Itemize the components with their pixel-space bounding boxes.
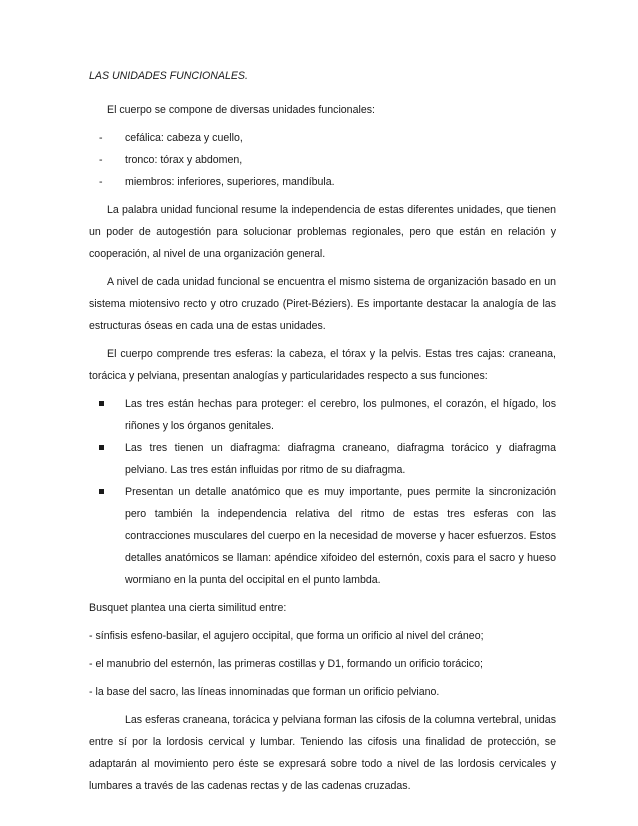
square-bullet-icon bbox=[99, 489, 104, 494]
orifice-line-3: - la base del sacro, las líneas innominadas que forman un orificio pelviano. bbox=[89, 686, 440, 698]
intro-text: El cuerpo se compone de diversas unidades funcionales: bbox=[107, 104, 375, 116]
units-list bbox=[89, 127, 556, 193]
paragraph-1: La palabra unidad funcional resume la independencia de estas diferentes unidades, que tienen un poder de autogestión para solucionar problemas regionales, pero que están en relación y cooperación, al nivel de una organización general. bbox=[89, 204, 556, 260]
busquet-text: Busquet plantea una cierta similitud entre: bbox=[89, 602, 287, 614]
paragraph-2: A nivel de cada unidad funcional se encuentra el mismo sistema de organización basado en un sistema miotensivo recto y otro cruzado (Piret-Béziers). Es importante destacar la analogía de las estructuras óseas en cada una de estas unidades. bbox=[89, 276, 556, 332]
list-item: - cefálica: cabeza y cuello, bbox=[89, 127, 556, 149]
list-item: Presentan un detalle anatómico que es muy importante, pues permite la sincronización pero también la independencia relativa del ritmo de estas tres esferas con las contracciones musculares del cuerpo en la necesidad de moverse y hacer esfuerzos. Estos detalles anatómicos se llaman: apéndice xifoideo del esternón, coxis para el sacro y hueso wormiano en la punta del occipital en el punto lambda. bbox=[89, 481, 556, 591]
orifice-line-1: - sínfisis esfeno-basilar, el agujero occipital, que forma un orificio al nivel del cráneo; bbox=[89, 630, 484, 642]
spheres-bullet-list bbox=[89, 393, 556, 591]
dash-marker: - bbox=[99, 176, 103, 188]
paragraph-4: Las esferas craneana, torácica y pelviana forman las cifosis de la columna vertebral, unidas entre sí por la lordosis cervical y lumbar. Teniendo las cifosis una finalidad de protección, se adaptarán al movimiento pero éste se expresará sobre todo a nivel de las lordosis cervicales y lumbares a través de las cadenas rectas y de las cadenas cruzadas. bbox=[89, 714, 556, 792]
dash-marker: - bbox=[99, 154, 103, 166]
paragraph-3: El cuerpo comprende tres esferas: la cabeza, el tórax y la pelvis. Estas tres cajas: craneana, torácica y pelviana, presentan analogías y particularidades respecto a sus funciones: bbox=[89, 348, 556, 382]
square-bullet-icon bbox=[99, 401, 104, 406]
square-bullet-icon bbox=[99, 445, 104, 450]
section-heading: LAS UNIDADES FUNCIONALES. bbox=[89, 70, 248, 82]
orifice-line-2: - el manubrio del esternón, las primeras costillas y D1, formando un orificio torácico; bbox=[89, 658, 483, 670]
list-item: Las tres están hechas para proteger: el cerebro, los pulmones, el corazón, el hígado, los riñones y los órganos genitales. bbox=[89, 393, 556, 437]
list-item: - tronco: tórax y abdomen, bbox=[89, 149, 556, 171]
dash-marker: - bbox=[99, 132, 103, 144]
list-item: Las tres tienen un diafragma: diafragma craneano, diafragma torácico y diafragma pelviano. Las tres están influidas por ritmo de su diafragma. bbox=[89, 437, 556, 481]
list-item: - miembros: inferiores, superiores, mandíbula. bbox=[89, 171, 556, 193]
